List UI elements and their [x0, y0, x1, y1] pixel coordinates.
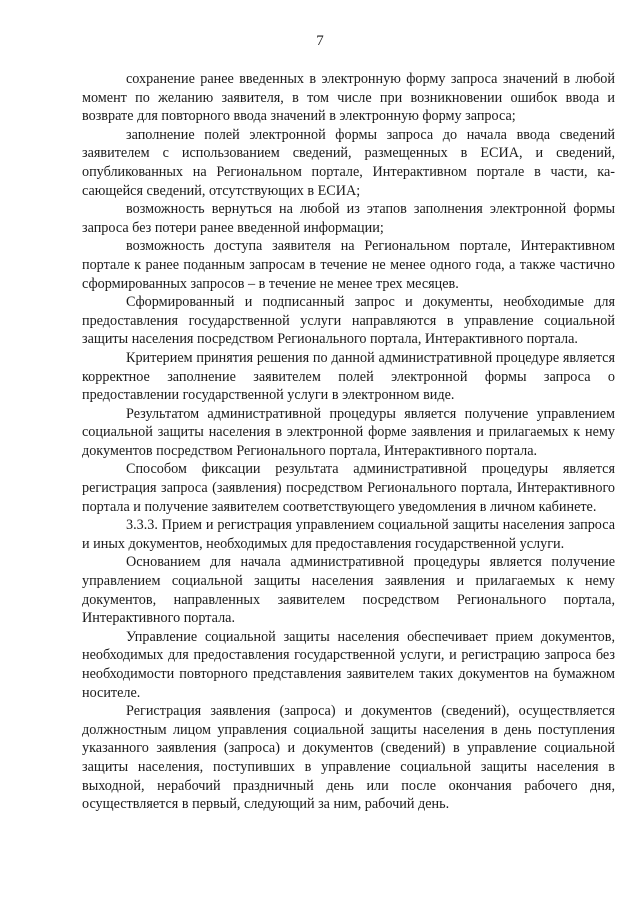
paragraph-registration: Регистрация заявления (запроса) и документов (сведений), осуществляется должностным лицом управления социальной защиты населения в день поступления указанного заявления (запроса) и документов (сведений) в управление социальной защиты населения, поступивших в управление социальной защиты населения в выходной, нерабочий праздничный день или после окончания рабочего дня, осуществляется в первый, следующий за ним, рабочий день.: [82, 703, 615, 813]
paragraph-procedure-basis: Основанием для начала административной процедуры является получение управлением социальной защиты населения заявления и прилагаемых к нему документов, направленных заявителем посредством Регионального портала, Интерактивного портала.: [82, 554, 615, 627]
section-heading-3-3-3: 3.3.3. Прием и регистрация управлением социальной защиты населения запроса и иных документов, необходимых для предоставления государственной услуги.: [82, 517, 615, 552]
document-body: [82, 70, 615, 814]
paragraph-prefill-from-esia: заполнение полей электронной формы запроса до начала ввода сведений заявителем с использованием сведений, размещенных в ЕСИА, и сведений, опубликованных на Региональном портале, Интерактивном портале в части, касающейся сведений, отсутствующих в ЕСИА;: [82, 126, 615, 199]
paragraph-return-to-step: возможность вернуться на любой из этапов заполнения электронной формы запроса без потери ранее введенной информации;: [82, 201, 615, 236]
page-number: 7: [316, 33, 324, 49]
paragraph-result-fixation: Способом фиксации результата административной процедуры является регистрация запроса (заявления) посредством Регионального портала, Интерактивного портала и получение заявителем соответствующего уведомления в личном кабинете.: [82, 461, 615, 515]
paragraph-decision-criterion: Критерием принятия решения по данной административной процедуре является корректное заполнение заявителем полей электронной формы запроса о предоставлении государственной услуги в электронном виде.: [82, 349, 615, 404]
paragraph-access-previous-requests: возможность доступа заявителя на Региональном портале, Интерактивном портале к ранее поданным запросам в течение не менее одного года, а также частично сформированных запросов – в течение не менее трех месяцев.: [82, 238, 615, 292]
paragraph-document-reception: Управление социальной защиты населения обеспечивает прием документов, необходимых для предоставления государственной услуги, и регистрацию запроса без необходимости повторного представления заявителем таких документов на бумажном носителе.: [82, 628, 615, 701]
paragraph-procedure-result: Результатом административной процедуры является получение управлением социальной защиты населения в электронной форме заявления и прилагаемых к нему документов посредством Регионального портала, Интерактивного портала.: [82, 405, 615, 459]
paragraph-save-entered-values: сохранение ранее введенных в электронную форму запроса значений в любой момент по желанию заявителя, в том числе при возникновении ошибок ввода и возврате для повторного ввода значений в электронную форму запроса;: [82, 71, 615, 125]
paragraph-request-sent: Сформированный и подписанный запрос и документы, необходимые для предоставления государственной услуги направляются в управление социальной защиты населения посредством Регионального портала, Интерактивного портала.: [82, 294, 615, 348]
